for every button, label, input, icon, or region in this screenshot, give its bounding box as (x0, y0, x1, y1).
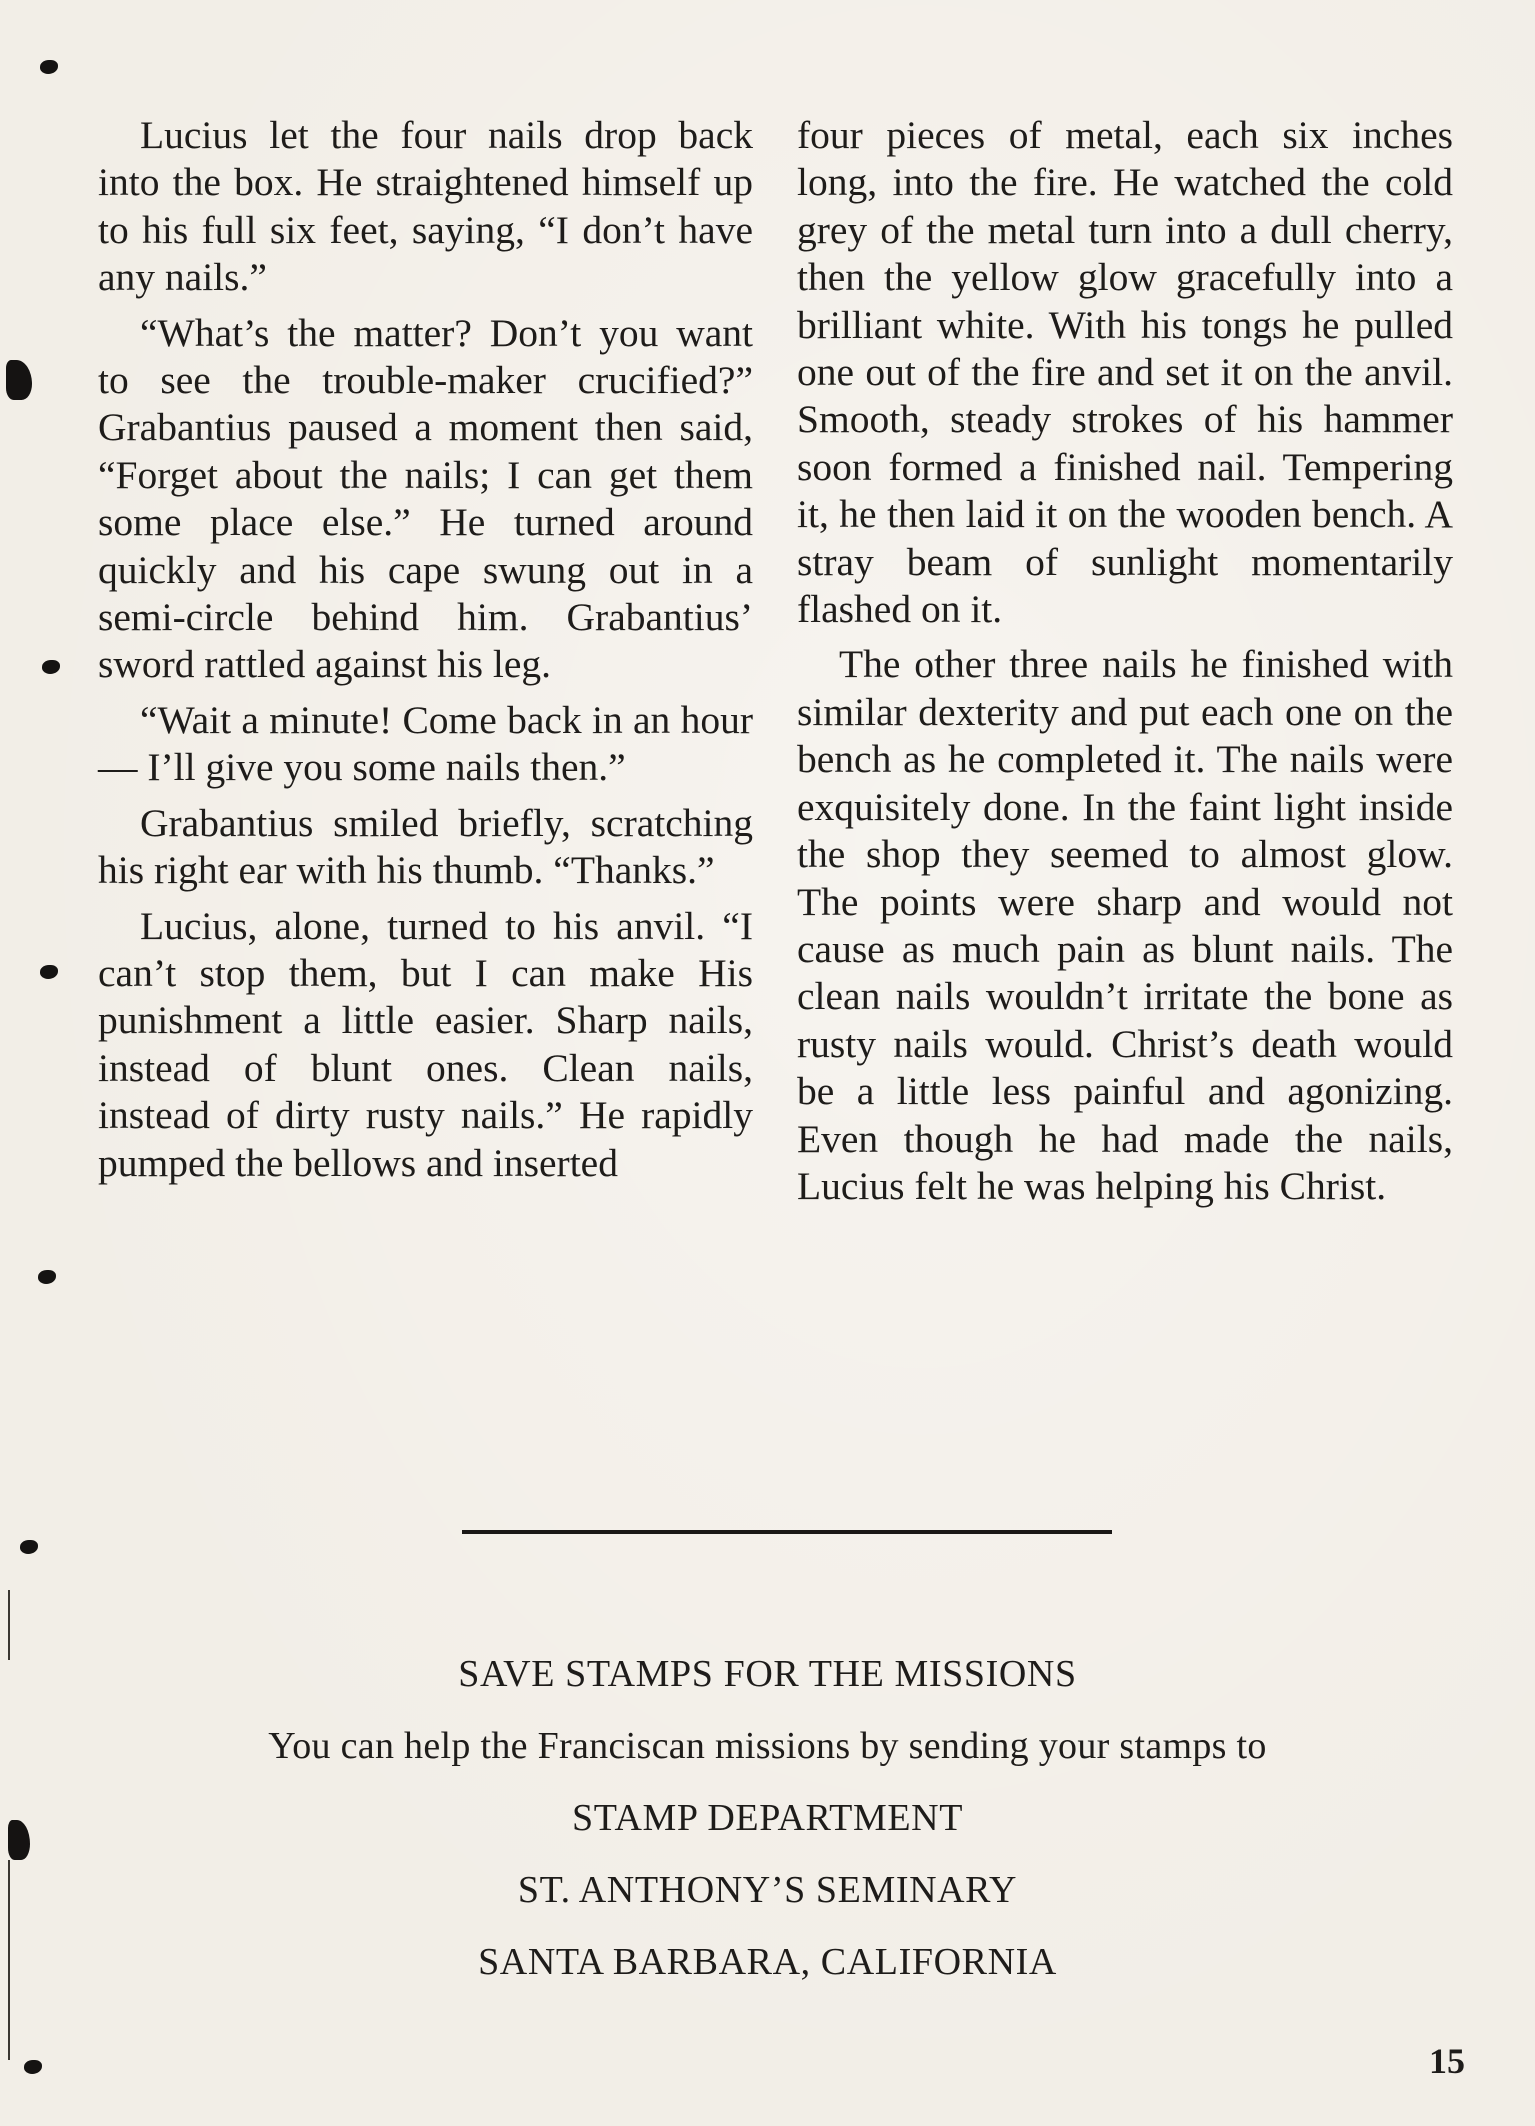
section-divider (462, 1530, 1112, 1534)
punch-hole-mark (42, 660, 60, 674)
punch-hole-mark (40, 965, 58, 979)
address-line: SANTA BARBARA, CALIFORNIA (478, 1941, 1057, 1983)
paragraph: “What’s the matter? Don’t you want to see the trouble-maker crucified?” Grabantius paused a moment then said, “Forget about the nails; I can get them some place else.” He turned around quickly and his cape swung out in a semi-circle behind him. Grabantius’ sword rattled against his leg. (98, 310, 753, 687)
punch-hole-mark (20, 1540, 38, 1554)
paragraph: four pieces of metal, each six inches long, into the fire. He watched the cold grey of the metal turn into a dull cherry, then the yellow glow gracefully into a brilliant white. With his tongs he pulled one out of the fire and set it on the anvil. Smooth, steady strokes of his hammer soon formed a finished nail. Tempering it, he then laid it on the wooden bench. A stray beam of sunlight momentarily flashed on it. (797, 113, 1453, 632)
address-line: STAMP DEPARTMENT (571, 1797, 964, 1839)
right-text-column (797, 112, 1453, 1210)
stamp-notice (0, 1638, 1535, 1998)
left-text-column (98, 112, 753, 1187)
notice-lead: You can help the Franciscan missions by sending your stamps to (268, 1725, 1267, 1767)
punch-hole-mark (38, 1270, 56, 1284)
page-number: 15 (1429, 2041, 1465, 2081)
paragraph: Grabantius smiled briefly, scratching his right ear with his thumb. “Thanks.” (98, 800, 753, 893)
address-line: ST. ANTHONY’S SEMINARY (517, 1869, 1018, 1911)
paragraph: Lucius, alone, turned to his anvil. “I can’t stop them, but I can make His punishment a little easier. Sharp nails, instead of blunt ones. Clean nails, instead of dirty rusty nails.” He rapidly pumped the bellows and inserted (98, 903, 753, 1185)
punch-hole-mark (6, 360, 32, 400)
paragraph: “Wait a minute! Come back in an hour — I’ll give you some nails then.” (98, 697, 753, 790)
notice-heading: SAVE STAMPS FOR THE MISSIONS (458, 1653, 1077, 1695)
punch-hole-mark (40, 60, 58, 74)
paragraph: The other three nails he finished with similar dexterity and put each one on the bench as he completed it. The nails were exquisitely done. In the faint light inside the shop they seemed to almost glow. The points were sharp and would not cause as much pain as blunt nails. The clean nails wouldn’t irritate the bone as rusty nails would. Christ’s death would be a little less painful and agonizing. Even though he had made the nails, Lucius felt he was helping his Christ. (797, 642, 1453, 1208)
punch-hole-mark (24, 2060, 42, 2074)
paragraph: Lucius let the four nails drop back into the box. He straightened himself up to his full six feet, saying, “I don’t have any nails.” (98, 113, 753, 300)
